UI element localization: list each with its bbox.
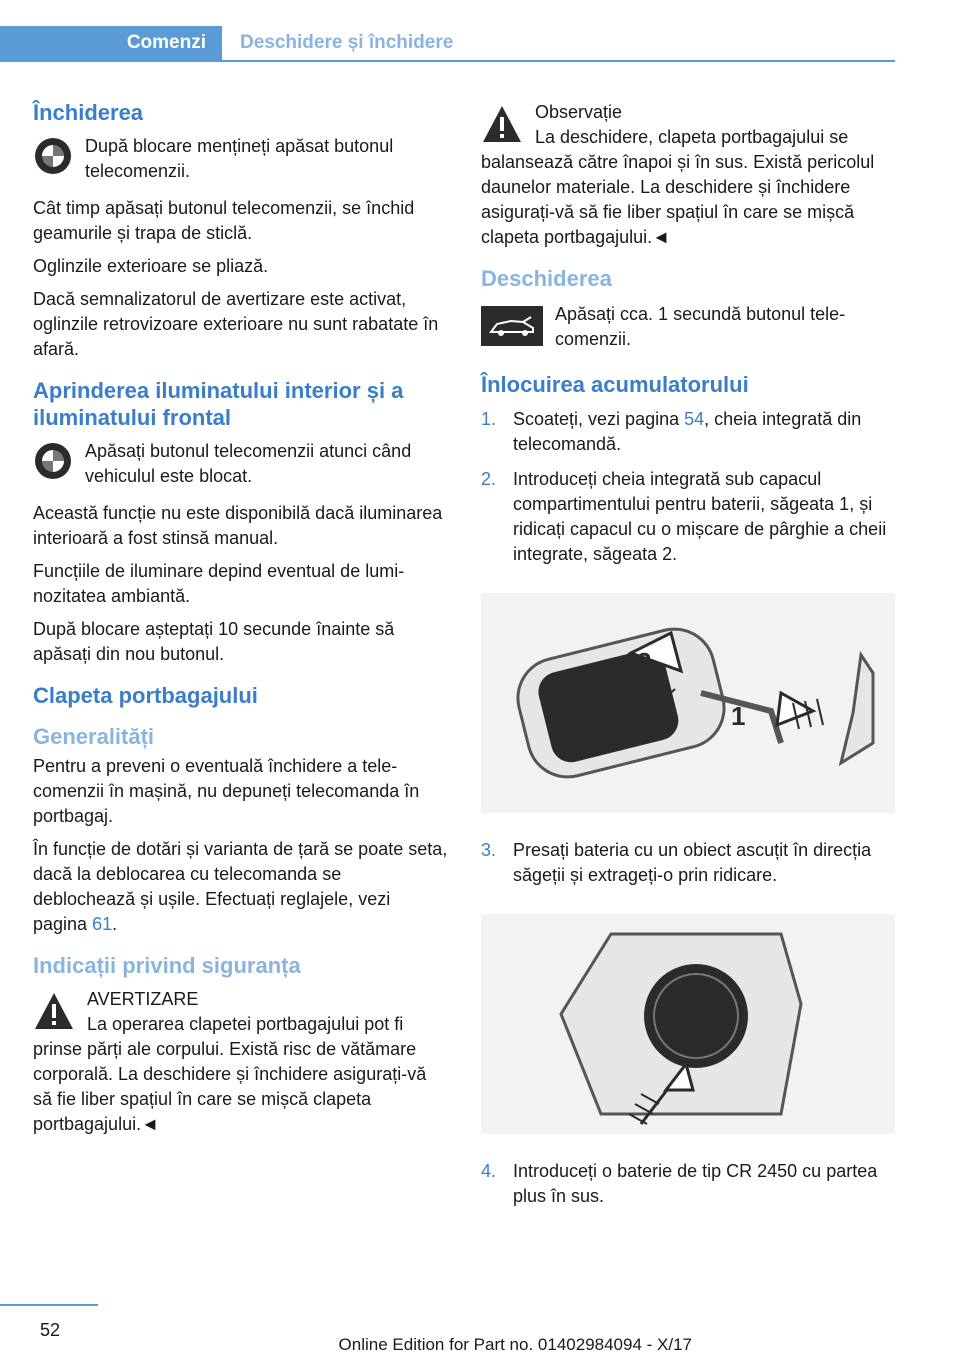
step-text: Introduceți cheia integrată sub capacul compartimentului pentru baterii, săgeata 1, și ridicați capacul cu o mișcare de pârghie a cheii integrate, săgeata 2. bbox=[513, 468, 887, 564]
left-column bbox=[33, 100, 448, 1147]
note-title: Observație bbox=[535, 102, 623, 122]
key-battery-cover-illustration bbox=[481, 593, 895, 813]
paragraph: Această funcție nu este disponibilă dacă iluminarea interioară a fost stinsă manual. bbox=[33, 503, 443, 549]
warning-title: AVERTIZARE bbox=[87, 989, 199, 1010]
paragraph: Oglinzile exterioare se pliază. bbox=[33, 256, 269, 277]
battery-steps-list-cont bbox=[481, 838, 896, 888]
step-text: Introduceți o baterie de tip CR 2450 cu partea plus în sus. bbox=[513, 1160, 878, 1206]
warning-text: La operarea clapetei portbagajului pot fi prinse părți ale corpului. Există risc de vătămare corporală. La deschidere și închidere asigurați-vă să fie liber spațiul în care se mișcă clapeta portbagajului.◄ bbox=[33, 1014, 427, 1135]
paragraph: Cât timp apăsați butonul telecomenzii, se închid geamurile și trapa de sticlă. bbox=[33, 198, 415, 244]
remote-instruction-open bbox=[481, 302, 896, 352]
remote-instruction-text: După blocare mențineți apăsat butonul telecomenzii. bbox=[85, 136, 394, 182]
tab-deschidere[interactable]: Deschidere și închidere bbox=[240, 32, 454, 53]
remote-instruction-text: Apăsați cca. 1 secundă butonul telecomenzii. bbox=[555, 304, 846, 350]
step-number: 4. bbox=[481, 1160, 497, 1181]
warning-triangle-icon bbox=[481, 104, 523, 144]
section-title-inchiderea: Închiderea bbox=[33, 100, 144, 125]
note-text: La deschidere, clapeta portbagajului se balansează către înapoi și în sus. Există pericolul daunelor materiale. La deschidere și închidere asigurați-vă să fie liber spațiul în care se mișcă clapeta portbagajului.◄ bbox=[481, 127, 875, 247]
section-title-acumulator: Înlocuirea acumulatorului bbox=[481, 372, 749, 398]
page-link-54[interactable]: 54 bbox=[684, 408, 705, 429]
section-title-iluminat: Aprinderea iluminatului interior și a iluminatului frontal bbox=[33, 378, 404, 430]
paragraph-with-link bbox=[33, 837, 448, 937]
bmw-key-icon bbox=[33, 441, 73, 481]
section-title-clapeta: Clapeta portbagajului bbox=[33, 683, 258, 709]
remote-instruction-text: Apăsați butonul telecomenzii atunci când vehiculul este blocat. bbox=[85, 441, 412, 487]
tab-comenzi-label: Comenzi bbox=[126, 32, 206, 53]
right-column bbox=[481, 100, 896, 1219]
arrow-label-1: 1 bbox=[731, 700, 746, 731]
footer-edition: Online Edition for Part no. 01402984094 - X/17 bbox=[338, 1335, 692, 1354]
warning-box bbox=[33, 987, 448, 1137]
warning-triangle-icon bbox=[33, 991, 75, 1031]
list-item bbox=[481, 407, 896, 457]
section-title-deschiderea: Deschiderea bbox=[481, 266, 612, 291]
list-item bbox=[481, 838, 896, 888]
battery-removal-illustration bbox=[481, 914, 895, 1134]
step-number: 2. bbox=[481, 468, 497, 489]
tab-comenzi[interactable] bbox=[0, 26, 222, 60]
arrow-label-2: 2 bbox=[637, 646, 652, 677]
paragraph: Pentru a preveni o eventuală închidere a telecomenzii în mașină, nu depuneți telecomanda în portbagaj. bbox=[33, 755, 420, 826]
text-span: . bbox=[112, 913, 118, 934]
header-tabs bbox=[0, 26, 895, 62]
subsection-title-generalitati: Generalități bbox=[33, 723, 155, 749]
list-item bbox=[481, 467, 896, 567]
page-link-61[interactable]: 61 bbox=[92, 913, 113, 934]
text-span: , cheia integrată din telecomandă. bbox=[513, 408, 862, 454]
step-text bbox=[513, 407, 896, 457]
battery-steps-list bbox=[481, 407, 896, 567]
page-number: 52 bbox=[40, 1320, 61, 1340]
paragraph: Dacă semnalizatorul de avertizare este activat, oglinzile retrovizoare exterioare nu sunt rabatate în afară. bbox=[33, 289, 439, 360]
trunk-open-icon bbox=[481, 306, 543, 346]
step-number: 1. bbox=[481, 408, 497, 429]
text-span: În funcție de dotări și varianta de țară se poate seta, dacă la deblocarea cu telecomanda se deblochează și ușile. Efectuați reglajele, vezi pagina bbox=[33, 838, 448, 934]
header-divider bbox=[0, 60, 895, 62]
remote-instruction-light bbox=[33, 439, 448, 489]
note-box bbox=[481, 100, 896, 250]
step-number: 3. bbox=[481, 839, 497, 860]
subsection-title-siguranta: Indicații privind siguranța bbox=[33, 952, 301, 978]
step-text: Presați bateria cu un obiect ascuțit în direcția săgeții și extrageți-o prin ridicare. bbox=[513, 839, 872, 885]
text-span: Scoateți, vezi pagina bbox=[513, 408, 685, 429]
list-item bbox=[481, 1159, 896, 1209]
paragraph: După blocare așteptați 10 secunde înainte să apăsați din nou butonul. bbox=[33, 619, 395, 665]
footer-divider bbox=[0, 1304, 98, 1306]
paragraph: Funcțiile de iluminare depind eventual de luminozitatea ambiantă. bbox=[33, 561, 405, 607]
bmw-key-icon bbox=[33, 136, 73, 176]
remote-instruction-lock bbox=[33, 134, 448, 184]
battery-steps-list-end bbox=[481, 1159, 896, 1209]
